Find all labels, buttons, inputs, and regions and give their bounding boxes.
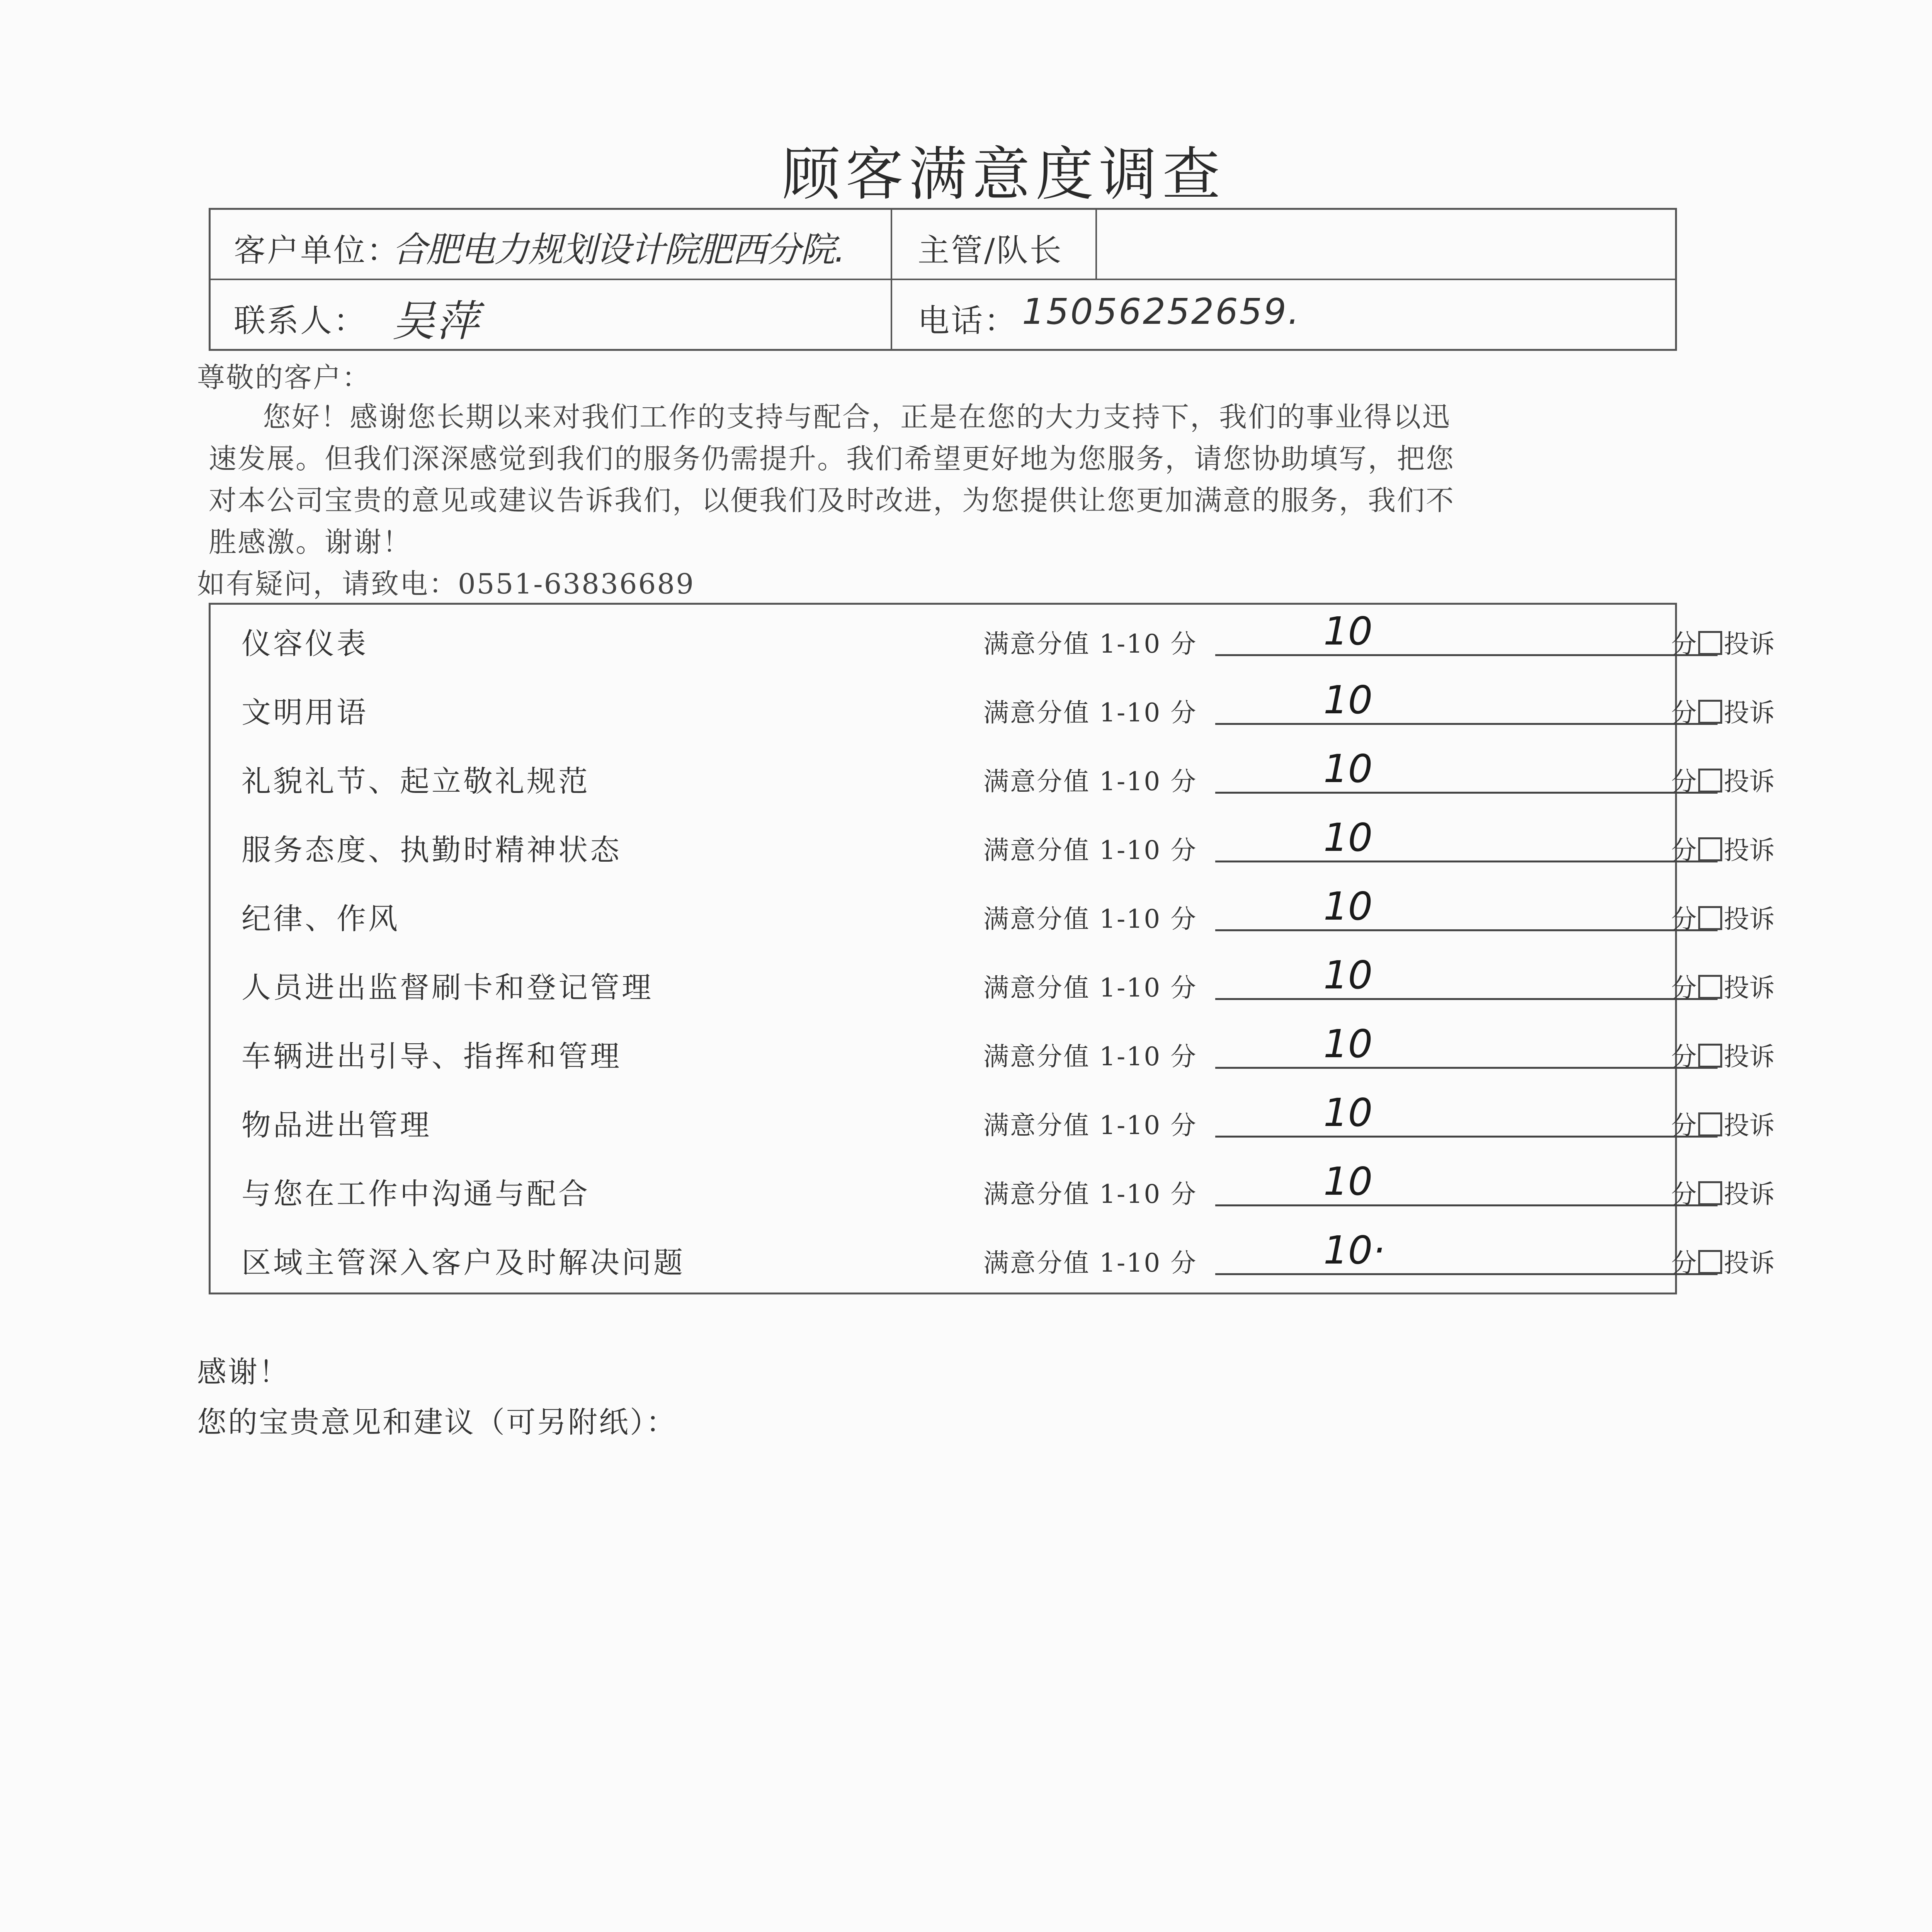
complaint-checkbox[interactable] (1698, 906, 1722, 930)
suggestion-area[interactable] (197, 1453, 1704, 1932)
rating-row (211, 742, 1775, 811)
unit-text: 分 (1671, 698, 1697, 728)
score-underline (1215, 861, 1718, 862)
rating-item-name: 与您在工作中沟通与配合 (242, 1177, 590, 1211)
score-underline (1215, 929, 1718, 931)
unit-text: 分 (1671, 1111, 1697, 1140)
score-underline (1215, 723, 1718, 725)
rating-item-name: 纪律、作风 (242, 901, 400, 936)
score-range-label: 满意分值 1-10 分 (983, 1111, 1197, 1140)
contact-note: 如有疑问，请致电：0551-63836689 (197, 568, 695, 600)
complaint-label: 投诉 (1724, 1248, 1775, 1278)
unit-text: 分 (1671, 904, 1697, 934)
rating-row (211, 880, 1775, 949)
score-field[interactable]: 10 (1323, 609, 1373, 654)
rating-row (211, 605, 1775, 673)
rating-row (211, 1224, 1775, 1293)
complaint-label: 投诉 (1724, 629, 1775, 659)
complaint-checkbox[interactable] (1698, 975, 1722, 999)
rating-item-name: 人员进出监督刷卡和登记管理 (242, 970, 653, 1005)
complaint-checkbox[interactable] (1698, 631, 1722, 655)
complaint-label: 投诉 (1724, 1042, 1775, 1071)
unit-text: 分 (1671, 1042, 1697, 1071)
unit-label (1671, 1036, 1775, 1073)
complaint-label: 投诉 (1724, 767, 1775, 796)
rating-row (211, 949, 1775, 1017)
score-field[interactable]: 10 (1323, 746, 1373, 791)
client-info-table (209, 208, 1677, 351)
complaint-checkbox[interactable] (1698, 1250, 1722, 1274)
client-unit-label: 客户单位： (234, 232, 400, 269)
score-range-label: 满意分值 1-10 分 (983, 629, 1197, 659)
table-divider (1095, 210, 1097, 279)
score-range-label: 满意分值 1-10 分 (983, 835, 1197, 865)
score-underline (1215, 792, 1718, 794)
unit-text: 分 (1671, 1248, 1697, 1278)
rating-table (209, 603, 1775, 1294)
score-field[interactable]: 10 (1323, 884, 1373, 929)
unit-label (1671, 761, 1775, 798)
unit-text: 分 (1671, 767, 1697, 796)
score-underline (1215, 1204, 1718, 1206)
unit-label (1671, 1105, 1775, 1141)
complaint-label: 投诉 (1724, 1111, 1775, 1140)
score-range-label: 满意分值 1-10 分 (983, 904, 1197, 934)
rating-row (211, 1017, 1775, 1086)
table-divider (211, 279, 1675, 280)
score-underline (1215, 998, 1718, 1000)
complaint-label: 投诉 (1724, 698, 1775, 728)
score-range-label: 满意分值 1-10 分 (983, 767, 1197, 796)
score-field[interactable]: 10· (1323, 1228, 1385, 1273)
contact-field[interactable]: 吴萍 (392, 296, 480, 346)
complaint-checkbox[interactable] (1698, 1181, 1722, 1205)
intro-line: 速发展。但我们深深感觉到我们的服务仍需提升。我们希望更好地为您服务，请您协助填写，把您 (209, 442, 1455, 475)
complaint-label: 投诉 (1724, 973, 1775, 1003)
complaint-checkbox[interactable] (1698, 1044, 1722, 1068)
rating-row (211, 1155, 1775, 1224)
rating-row (211, 811, 1775, 880)
intro-line: 胜感激。谢谢！ (209, 526, 412, 558)
rating-item-name: 车辆进出引导、指挥和管理 (242, 1039, 622, 1073)
rating-item-name: 仪容仪表 (242, 626, 368, 661)
rating-item-name: 区域主管深入客户及时解决问题 (242, 1245, 685, 1280)
score-range-label: 满意分值 1-10 分 (983, 973, 1197, 1003)
rating-item-name: 物品进出管理 (242, 1108, 432, 1142)
unit-text: 分 (1671, 973, 1697, 1003)
score-underline (1215, 1067, 1718, 1069)
score-field[interactable]: 10 (1323, 952, 1373, 998)
unit-label (1671, 1173, 1775, 1210)
complaint-label: 投诉 (1724, 904, 1775, 934)
score-underline (1215, 1273, 1718, 1275)
unit-text: 分 (1671, 629, 1697, 659)
score-range-label: 满意分值 1-10 分 (983, 698, 1197, 728)
intro-line: 您好！感谢您长期以来对我们工作的支持与配合，正是在您的大力支持下，我们的事业得以迅 (263, 401, 1451, 433)
suggestion-label: 您的宝贵意见和建议（可另附纸）： (197, 1405, 677, 1439)
unit-label (1671, 967, 1775, 1004)
score-underline (1215, 654, 1718, 656)
thanks-text: 感谢！ (197, 1355, 290, 1389)
score-range-label: 满意分值 1-10 分 (983, 1042, 1197, 1071)
page-title: 顾客满意度调查 (782, 141, 1226, 208)
unit-text: 分 (1671, 835, 1697, 865)
unit-label (1671, 692, 1775, 729)
complaint-label: 投诉 (1724, 1179, 1775, 1209)
score-underline (1215, 1136, 1718, 1138)
score-field[interactable]: 10 (1323, 815, 1373, 860)
unit-label (1671, 898, 1775, 935)
rating-row (211, 1086, 1775, 1155)
phone-label: 电话： (918, 303, 1018, 339)
complaint-checkbox[interactable] (1698, 769, 1722, 793)
complaint-checkbox[interactable] (1698, 1112, 1722, 1136)
rating-row (211, 673, 1775, 742)
unit-label (1671, 1242, 1775, 1279)
intro-line: 对本公司宝贵的意见或建议告诉我们，以便我们及时改进，为您提供让您更加满意的服务，我们不 (209, 484, 1455, 517)
contact-label: 联系人： (234, 303, 367, 339)
client-unit-field[interactable]: 合肥电力规划设计院肥西分院. (392, 230, 845, 270)
rating-item-name: 服务态度、执勤时精神状态 (242, 833, 622, 867)
unit-text: 分 (1671, 1179, 1697, 1209)
score-field[interactable]: 10 (1323, 677, 1373, 723)
complaint-checkbox[interactable] (1698, 700, 1722, 724)
complaint-checkbox[interactable] (1698, 837, 1722, 861)
manager-label: 主管/队长 (918, 232, 1063, 269)
score-field[interactable]: 10 (1323, 1090, 1373, 1135)
table-divider (891, 210, 892, 349)
greeting: 尊敬的客户： (197, 361, 371, 394)
score-field[interactable]: 10 (1323, 1021, 1373, 1066)
score-range-label: 满意分值 1-10 分 (983, 1248, 1197, 1278)
unit-label (1671, 830, 1775, 866)
rating-item-name: 文明用语 (242, 695, 368, 730)
score-field[interactable]: 10 (1323, 1159, 1373, 1204)
phone-field[interactable]: 15056252659. (1022, 291, 1301, 332)
complaint-label: 投诉 (1724, 835, 1775, 865)
rating-item-name: 礼貌礼节、起立敬礼规范 (242, 764, 590, 798)
unit-label (1671, 623, 1775, 660)
score-range-label: 满意分值 1-10 分 (983, 1179, 1197, 1209)
